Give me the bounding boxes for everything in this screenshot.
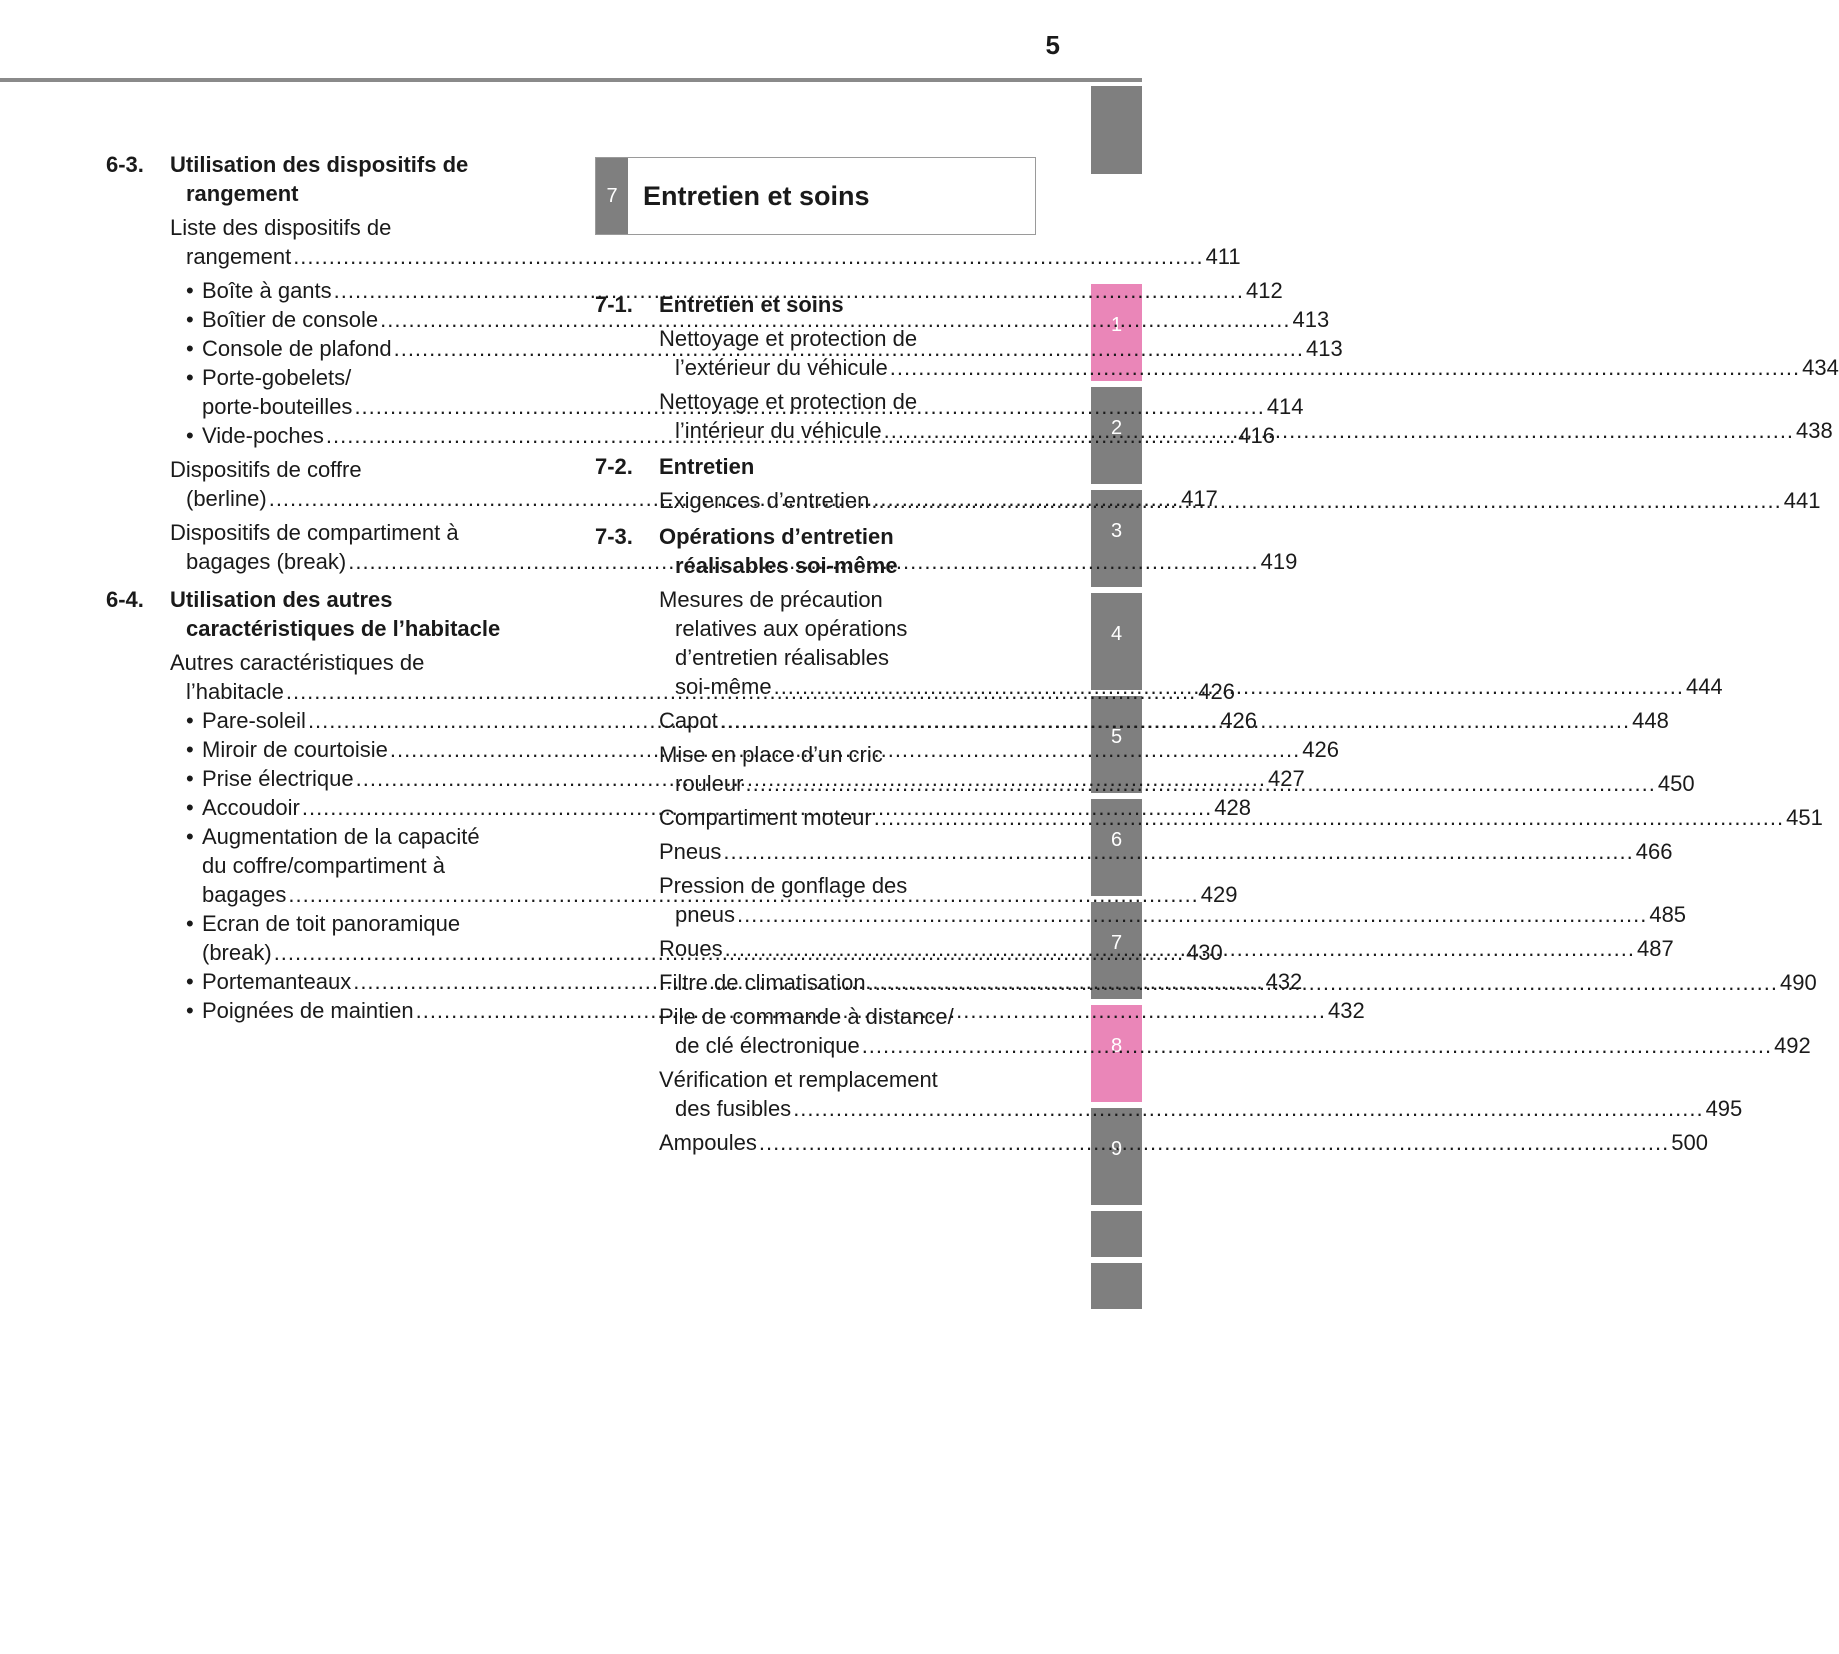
dot-leader <box>720 706 1630 735</box>
bullet-mark: • <box>186 336 194 361</box>
page-ref: 414 <box>1266 394 1304 419</box>
toc-entry[interactable] <box>659 1128 1708 1157</box>
dot-leader <box>890 355 1800 380</box>
section-7-3-heading <box>595 522 1023 580</box>
entry-text: Pile de commande à distance/ <box>659 1004 954 1029</box>
page-ref: 416 <box>1238 423 1275 448</box>
section-title <box>659 522 1023 580</box>
entry-text: Vide-poches <box>202 423 324 448</box>
page-ref: 427 <box>1268 766 1305 791</box>
page-ref: 438 <box>1796 418 1833 443</box>
entry-text: Boîte à gants <box>202 278 332 303</box>
entry-text: Boîtier de console <box>202 307 379 332</box>
page-ref: 412 <box>1246 278 1283 303</box>
section-title: Entretien <box>659 454 755 479</box>
page-ref: 426 <box>1220 708 1258 733</box>
entry-text: l’extérieur du véhicule <box>675 355 888 380</box>
entry-text: Mesures de précaution <box>659 587 883 612</box>
entry-text: rouleur <box>675 771 744 796</box>
entry-text: des fusibles <box>675 1096 792 1121</box>
page-ref: 430 <box>1186 940 1223 965</box>
page-ref: 417 <box>1181 486 1218 511</box>
page-ref: 492 <box>1774 1033 1811 1058</box>
entry-text: Exigences d’entretien <box>659 488 870 513</box>
tab-chapter-7[interactable]: 7 <box>1091 902 1142 999</box>
page-number: 5 <box>1045 30 1060 60</box>
section-7-1-heading <box>595 290 1023 319</box>
entry-text: d’entretien réalisables <box>675 645 890 670</box>
entry-text: pneus <box>675 902 735 927</box>
dot-leader <box>745 771 1655 796</box>
entry-text: bagages <box>202 882 287 907</box>
entry-text: bagages (break) <box>186 549 347 574</box>
page-ref: 426 <box>1198 679 1235 704</box>
entry-text: Nettoyage et protection de <box>659 326 918 351</box>
entry-text: Dispositifs de coffre <box>170 457 362 482</box>
section-7-2-heading <box>595 452 1023 481</box>
dot-leader <box>723 837 1633 866</box>
toc-entry[interactable] <box>659 1065 1743 1123</box>
entry-text: Miroir de courtoisie <box>202 737 388 762</box>
section-number: 6-4. <box>106 587 144 612</box>
bullet-mark: • <box>186 365 194 390</box>
page-ref: 451 <box>1786 805 1823 830</box>
entry-text: Filtre de climatisation <box>659 970 866 995</box>
bullet-mark: • <box>186 278 194 303</box>
dot-leader <box>871 486 1781 515</box>
entry-text: Dispositifs de compartiment à <box>170 520 459 545</box>
dot-leader <box>774 674 1684 699</box>
entry-text: soi-même <box>675 674 772 699</box>
page-ref: 444 <box>1685 674 1723 699</box>
page-ref: 490 <box>1780 970 1817 995</box>
dot-leader <box>874 803 1784 832</box>
dot-leader <box>725 934 1635 963</box>
entry-text: relatives aux opérations <box>675 616 908 641</box>
section-6-3-heading <box>106 150 534 208</box>
bullet-mark: • <box>186 824 194 849</box>
page-ref: 413 <box>1292 307 1330 332</box>
tab-chapter-8[interactable]: 8 <box>1091 1005 1142 1102</box>
page-ref: 495 <box>1705 1096 1743 1121</box>
section-6-4-heading <box>106 585 534 643</box>
section-title-line: réalisables soi-même <box>675 553 898 578</box>
section-title <box>170 150 534 208</box>
tab-index-1[interactable] <box>1091 1211 1142 1257</box>
toc-subentry[interactable] <box>186 305 1330 334</box>
page-ref: 448 <box>1632 708 1669 733</box>
tab-chapter-2[interactable]: 2 <box>1091 387 1142 484</box>
page-ref: 485 <box>1649 902 1687 927</box>
page-ref: 500 <box>1671 1130 1708 1155</box>
toc-entry[interactable] <box>170 213 1241 271</box>
section-title-line: caractéristiques de l’habitacle <box>186 616 501 641</box>
tab-chapter-9[interactable]: 9 <box>1091 1108 1142 1205</box>
bullet-mark: • <box>186 423 194 448</box>
tab-chapter-1[interactable]: 1 <box>1091 284 1142 381</box>
entry-text: Pare-soleil <box>202 708 306 733</box>
entry-text: porte-bouteilles <box>202 394 353 419</box>
section-title-line: Utilisation des dispositifs de <box>170 152 469 177</box>
page-ref: 411 <box>1205 244 1241 269</box>
entry-text: Pression de gonflage des <box>659 873 908 898</box>
entry-text: l’habitacle <box>186 679 284 704</box>
dot-leader <box>862 1033 1772 1058</box>
page-ref: 419 <box>1260 549 1298 574</box>
bullet-mark: • <box>186 766 194 791</box>
entry-text: (berline) <box>186 486 267 511</box>
page-ref: 487 <box>1636 936 1674 961</box>
page-ref: 466 <box>1635 839 1673 864</box>
bullet-mark: • <box>186 911 194 936</box>
entry-text: Mise en place d’un cric <box>659 742 883 767</box>
chapter-title: Entretien et soins <box>643 180 870 211</box>
tab-chapter-4[interactable]: 4 <box>1091 593 1142 690</box>
page-ref: 432 <box>1265 969 1303 994</box>
toc-entry[interactable] <box>659 837 1673 866</box>
section-title-line: Opérations d’entretien <box>659 524 894 549</box>
section-title-line: Utilisation des autres <box>170 587 393 612</box>
dot-leader <box>868 968 1778 997</box>
entry-text: de clé électronique <box>675 1033 860 1058</box>
tab-chapter-6[interactable]: 6 <box>1091 799 1142 896</box>
dot-leader <box>293 244 1203 269</box>
bullet-mark: • <box>186 708 194 733</box>
bullet-mark: • <box>186 998 194 1023</box>
tab-blank-top[interactable] <box>1091 86 1142 174</box>
entry-text: Porte-gobelets/ <box>202 365 352 390</box>
entry-text: Compartiment moteur <box>659 805 872 830</box>
page-ref: 434 <box>1802 355 1839 380</box>
dot-leader <box>759 1128 1669 1157</box>
section-title: Entretien et soins <box>659 292 844 317</box>
section-number: 7-2. <box>595 454 633 479</box>
entry-text: Prise électrique <box>202 766 354 791</box>
entry-text: Poignées de maintien <box>202 998 414 1023</box>
page-ref: 426 <box>1302 737 1339 762</box>
dot-leader <box>793 1096 1703 1121</box>
tab-index-2[interactable] <box>1091 1263 1142 1309</box>
page-ref: 428 <box>1214 795 1251 820</box>
entry-text: Roues <box>659 936 723 961</box>
entry-text: Pneus <box>659 839 722 864</box>
bullet-mark: • <box>186 795 194 820</box>
section-title <box>170 585 534 643</box>
tab-chapter-3[interactable]: 3 <box>1091 490 1142 587</box>
page-ref: 432 <box>1327 998 1365 1023</box>
tab-chapter-5[interactable]: 5 <box>1091 696 1142 793</box>
bullet-mark: • <box>186 737 194 762</box>
dot-leader <box>884 418 1794 443</box>
entry-text: Portemanteaux <box>202 969 352 994</box>
entry-text: l’intérieur du véhicule <box>675 418 882 443</box>
header-rule <box>0 78 1142 82</box>
page-ref: 429 <box>1200 882 1238 907</box>
section-number: 7-1. <box>595 292 633 317</box>
entry-text: Accoudoir <box>202 795 300 820</box>
page-ref: 450 <box>1657 771 1695 796</box>
section-title-line: rangement <box>186 181 299 206</box>
entry-text: Capot <box>659 708 718 733</box>
entry-text: du coffre/compartiment à <box>202 853 445 878</box>
entry-text: Console de plafond <box>202 336 392 361</box>
entry-text: (break) <box>202 940 272 965</box>
page-ref: 413 <box>1305 336 1343 361</box>
entry-text: Autres caractéristiques de <box>170 650 425 675</box>
entry-text: Liste des dispositifs de <box>170 215 392 240</box>
page-ref: 441 <box>1783 488 1821 513</box>
entry-text: Nettoyage et protection de <box>659 389 918 414</box>
entry-text: Ecran de toit panoramique <box>202 911 461 936</box>
entry-text: Vérification et remplacement <box>659 1067 938 1092</box>
section-number: 6-3. <box>106 152 144 177</box>
entry-text: rangement <box>186 244 292 269</box>
section-number: 7-3. <box>595 524 633 549</box>
dot-leader <box>737 902 1647 927</box>
chapter-number: 7 <box>596 158 628 234</box>
bullet-mark: • <box>186 307 194 332</box>
entry-text: Augmentation de la capacité <box>202 824 480 849</box>
entry-text: Ampoules <box>659 1130 757 1155</box>
chapter-header <box>595 157 1036 235</box>
bullet-mark: • <box>186 969 194 994</box>
